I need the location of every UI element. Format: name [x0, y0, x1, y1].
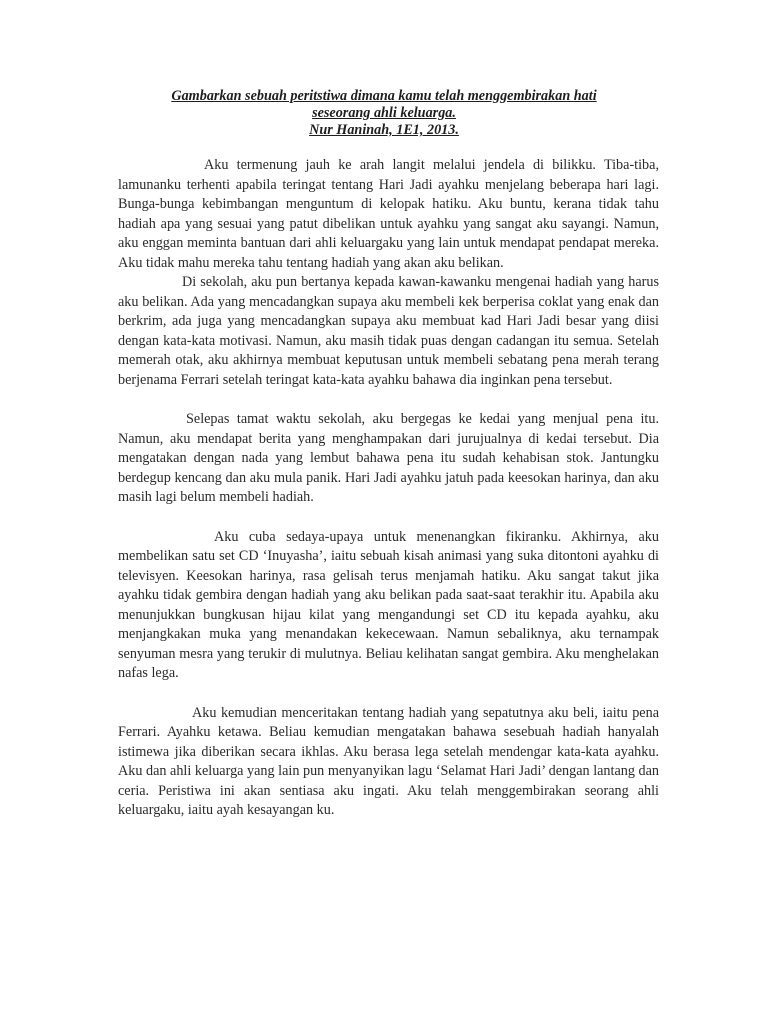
paragraph-3: Selepas tamat waktu sekolah, aku bergegas ke kedai yang menjual pena itu. Namun, aku mendapat berita yang menghampakan dari jurujualnya di kedai tersebut. Dia mengatakan dengan nada yang lembut bahawa pena itu sudah kehabisan stok. Jantungku berdegup kencang dan aku mula panik. Hari Jadi ayahku jatuh pada keesokan harinya, dan aku masih lagi belum membeli hadiah. [118, 411, 659, 505]
essay-body [118, 156, 659, 821]
paragraph-1: Aku termenung jauh ke arah langit melalui jendela di bilikku. Tiba-tiba, lamunanku terhenti apabila teringat tentang Hari Jadi ayahku menjelang beberapa hari lagi. Bunga-bunga kebimbangan menguntum di kelopak hatiku. Aku buntu, kerana tidak tahu hadiah apa yang sesuai yang patut dibelikan untuk ayahku yang sangat aku sayangi. Namun, aku enggan meminta bantuan dari ahli keluargaku yang lain untuk mendapat pendapat mereka. Aku tidak mahu mereka tahu tentang hadiah yang akan aku belikan. [118, 157, 659, 271]
paragraph-2: Di sekolah, aku pun bertanya kepada kawan-kawanku mengenai hadiah yang harus aku belikan. Ada yang mencadangkan supaya aku membeli kek berperisa coklat yang enak dan berkrim, ada juga yang mencadangkan supaya aku membuat kad Hari Jadi besar yang diisi dengan kata-kata motivasi. Namun, aku masih tidak puas dengan cadangan itu semua. Setelah memerah otak, aku akhirnya membuat keputusan untuk membeli sebatang pena merah terang berjenama Ferrari setelah teringat kata-kata ayahku bahawa dia inginkan pena tersebut. [118, 274, 659, 388]
essay-author-line: Nur Haninah, 1E1, 2013. [309, 122, 459, 138]
paragraph-4: Aku cuba sedaya-upaya untuk menenangkan fikiranku. Akhirnya, aku membelikan satu set CD ‘Inuyasha’, iaitu sebuah kisah animasi yang suka ditontoni ayahku di televisyen. Keesokan harinya, rasa gelisah terus menjamah hatiku. Aku sangat takut jika ayahku tidak gembira dengan hadiah yang aku belikan pada saat-saat terakhir itu. Apabila aku menunjukkan bungkusan hijau kilat yang mengandungi set CD itu kepada ayahku, aku menjangkakan muka yang menandakan kekecewaan. Namun sebaliknya, aku ternampak senyuman mesra yang terukir di mulutnya. Beliau kelihatan sangat gembira. Aku menghelakan nafas lega. [118, 528, 659, 681]
paragraph-5: Aku kemudian menceritakan tentang hadiah yang sepatutnya aku beli, iaitu pena Ferrari. Ayahku ketawa. Beliau kemudian mengatakan bahawa sesebuah hadiah hanyalah istimewa jika diberikan secara ikhlas. Aku berasa lega setelah mendengar kata-kata ayahku. Aku dan ahli keluarga yang lain pun menyanyikan lagu ‘Selamat Hari Jadi’ dengan lantang dan ceria. Peristiwa ini akan sentiasa aku ingati. Aku telah menggembirakan seorang ahli keluargaku, iaitu ayah kesayangan ku. [118, 704, 659, 818]
essay-title-line-2: seseorang ahli keluarga. [312, 105, 456, 121]
essay-title-line-1: Gambarkan sebuah peritstiwa dimana kamu telah menggembirakan hati [171, 88, 597, 104]
essay-header [110, 88, 658, 139]
